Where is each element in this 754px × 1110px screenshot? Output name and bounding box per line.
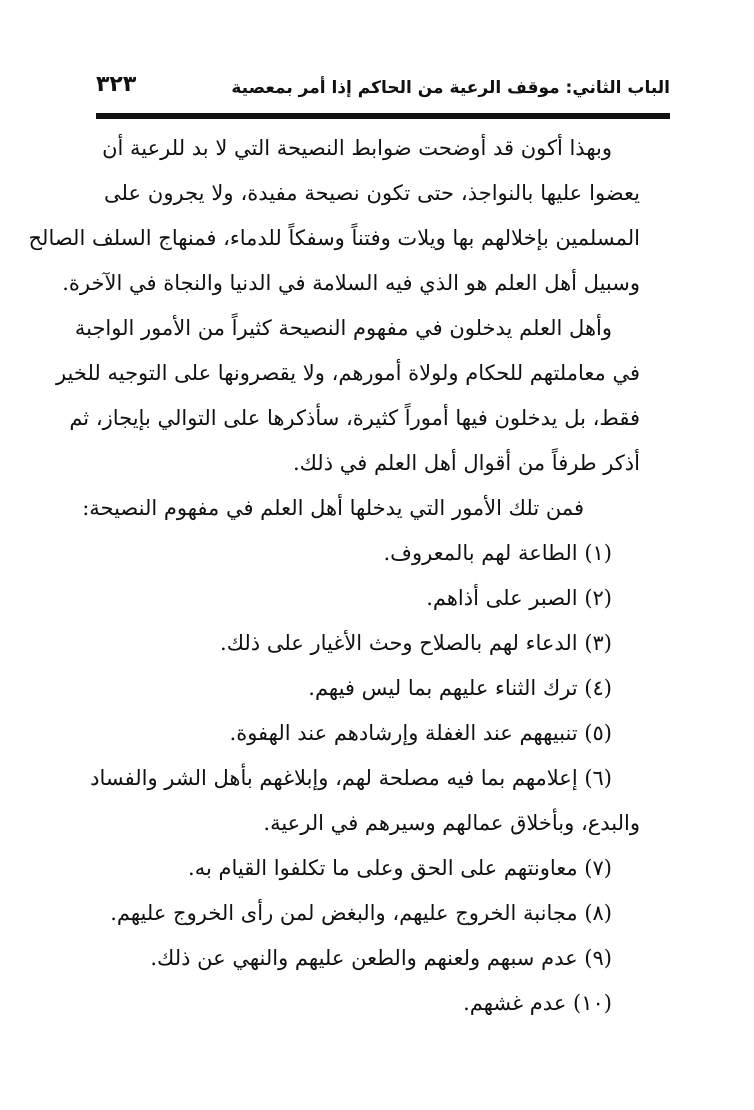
paragraph-1-line: المسلمين بإخلالهم بها ويلات وفتناً وسفكاً للدماء، فمنهاج السلف الصالح (28, 226, 640, 250)
paragraph-1-line: يعضوا عليها بالنواجذ، حتى تكون نصيحة مفيدة، ولا يجرون على (104, 181, 640, 205)
list-item: (٢) الصبر على أذاهم. (426, 586, 612, 610)
paragraph-2-line: في معاملتهم للحكام ولولاة أمورهم، ولا يقصرونها على التوجيه للخير (55, 361, 640, 385)
paragraph-1-line: وبهذا أكون قد أوضحت ضوابط النصيحة التي لا بد للرعية أن (102, 136, 612, 160)
list-item-continuation: والبدع، وبأخلاق عمالهم وسيرهم في الرعية. (263, 811, 640, 835)
list-item: (١) الطاعة لهم بالمعروف. (383, 541, 612, 565)
page-number: ٣٢٣ (96, 72, 137, 97)
paragraph-2-line: أذكر طرفاً من أقوال أهل العلم في ذلك. (292, 451, 640, 475)
list-item: (٩) عدم سبهم ولعنهم والطعن عليهم والنهي عن ذلك. (150, 946, 612, 970)
header-rule (96, 113, 670, 119)
chapter-title: الباب الثاني: موقف الرعية من الحاكم إذا أمر بمعصية (231, 78, 670, 98)
list-item: (٨) مجانبة الخروج عليهم، والبغض لمن رأى الخروج عليهم. (110, 901, 612, 925)
list-item: (٤) ترك الثناء عليهم بما ليس فيهم. (308, 676, 612, 700)
paragraph-2-line: فقط، بل يدخلون فيها أموراً كثيرة، سأذكرها على التوالي بإيجاز، ثم (69, 406, 640, 430)
list-intro: فمن تلك الأمور التي يدخلها أهل العلم في مفهوم النصيحة: (82, 496, 584, 520)
list-item: (١٠) عدم غشهم. (463, 991, 612, 1015)
paragraph-1-line: وسبيل أهل العلم هو الذي فيه السلامة في الدنيا والنجاة في الآخرة. (62, 271, 640, 295)
body-text (28, 126, 640, 1026)
paragraph-2-line: وأهل العلم يدخلون في مفهوم النصيحة كثيراً من الأمور الواجبة (74, 316, 612, 340)
list-item: (٦) إعلامهم بما فيه مصلحة لهم، وإبلاغهم بأهل الشر والفساد (90, 766, 612, 790)
list-item: (٥) تنبيههم عند الغفلة وإرشادهم عند الهفوة. (229, 721, 612, 745)
running-header (96, 68, 670, 112)
list-item: (٣) الدعاء لهم بالصلاح وحث الأغيار على ذلك. (220, 631, 612, 655)
list-item: (٧) معاونتهم على الحق وعلى ما تكلفوا القيام به. (188, 856, 612, 880)
